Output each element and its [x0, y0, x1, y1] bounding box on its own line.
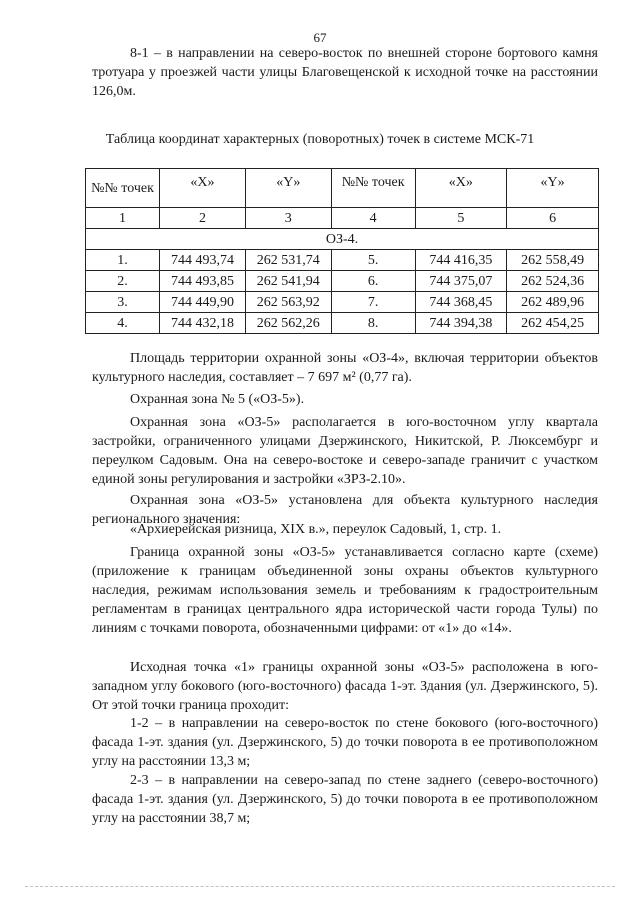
table-cell: 5. — [331, 250, 415, 271]
table-cell: 262 562,26 — [245, 313, 331, 334]
table-row — [86, 250, 599, 271]
table-cell: 3. — [86, 292, 160, 313]
zone-label-row — [86, 229, 599, 250]
column-number-cell: 4 — [331, 208, 415, 229]
page-number: 67 — [313, 30, 327, 45]
segment-1-2-paragraph: 1-2 – в направлении на северо-восток по стене бокового (юго-восточного) фасада 1-эт. здания (ул. Дзержинского, 5) до точки поворота в ее противоположном углу на расстоянии 13,3 м; — [92, 716, 598, 769]
table-cell: 1. — [86, 250, 160, 271]
table-cell: 7. — [331, 292, 415, 313]
header-cell: «Y» — [507, 169, 599, 208]
table-row — [86, 313, 599, 334]
intro-paragraph: 8-1 – в направлении на северо-восток по внешней стороне бортового камня тротуара у проезжей части улицы Благовещенской к исходной точке на расстоянии 126,0м. — [92, 46, 598, 99]
scan-artifact-line — [25, 886, 615, 888]
header-cell: «Y» — [245, 169, 331, 208]
table-cell: 744 432,18 — [160, 313, 246, 334]
header-cell: №№ точек — [331, 169, 415, 208]
table-cell: 744 449,90 — [160, 292, 246, 313]
table-cell: 262 524,36 — [507, 271, 599, 292]
table-cell: 744 375,07 — [415, 271, 507, 292]
table-cell: 4. — [86, 313, 160, 334]
table-header-row — [86, 169, 599, 208]
column-number-cell: 5 — [415, 208, 507, 229]
header-cell: №№ точек — [86, 169, 160, 208]
zone5-established-paragraph: Охранная зона «ОЗ-5» установлена для объекта культурного наследия регионального значения: — [92, 493, 598, 527]
table-cell: 744 493,74 — [160, 250, 246, 271]
table-cell: 744 368,45 — [415, 292, 507, 313]
table-cell: 6. — [331, 271, 415, 292]
table-cell: 262 541,94 — [245, 271, 331, 292]
boundary-paragraph: Граница охранной зоны «ОЗ-5» устанавливается согласно карте (схеме) (приложение к границам объединенной зоны охраны объектов культурного наследия, режимам использования земель и требованиям к градостроительным регламентам в границах центрального ядра исторической части города Тулы) по линиям с точками поворота, обозначенными цифрами: от «1» до «14». — [92, 545, 598, 636]
header-cell: «X» — [415, 169, 507, 208]
table-cell: 262 454,25 — [507, 313, 599, 334]
table-cell: 744 416,35 — [415, 250, 507, 271]
table-caption: Таблица координат характерных (поворотных) точек в системе МСК-71 — [105, 132, 535, 147]
table-cell: 2. — [86, 271, 160, 292]
start-point-paragraph: Исходная точка «1» границы охранной зоны «ОЗ-5» расположена в юго-западном углу бокового (юго-восточного) фасада 1-эт. Здания (ул. Дзержинского, 5). От этой точки граница проходит: — [92, 660, 598, 713]
header-cell: «X» — [160, 169, 246, 208]
column-number-cell: 6 — [507, 208, 599, 229]
table-cell: 262 489,96 — [507, 292, 599, 313]
table-cell: 262 531,74 — [245, 250, 331, 271]
zone5-location-paragraph: Охранная зона «ОЗ-5» располагается в юго-восточном углу квартала застройки, ограниченного улицами Дзержинского, Никитской, Р. Люксембург и переулком Садовым. Она на северо-востоке и северо-западе граничит с участком единой зоны регулирования и застройки «ЗРЗ-2.10». — [92, 415, 598, 487]
table-cell: 744 394,38 — [415, 313, 507, 334]
table-row — [86, 271, 599, 292]
zone5-title: Охранная зона № 5 («ОЗ-5»). — [130, 392, 305, 407]
table-cell: 8. — [331, 313, 415, 334]
heritage-object-paragraph: «Архиерейская ризница, XIX в.», переулок Садовый, 1, стр. 1. — [130, 522, 502, 537]
column-number-row — [86, 208, 599, 229]
table-cell: 262 558,49 — [507, 250, 599, 271]
table-row — [86, 292, 599, 313]
table-cell: 262 563,92 — [245, 292, 331, 313]
column-number-cell: 1 — [86, 208, 160, 229]
segment-2-3-paragraph: 2-3 – в направлении на северо-запад по стене заднего (северо-восточного) фасада 1-эт. здания (ул. Дзержинского, 5) до точки поворота в ее противоположном углу на расстоянии 38,7 м; — [92, 773, 598, 826]
table-cell: 744 493,85 — [160, 271, 246, 292]
column-number-cell: 3 — [245, 208, 331, 229]
zone-label-cell: ОЗ-4. — [86, 229, 599, 250]
coordinates-table — [85, 168, 599, 334]
column-number-cell: 2 — [160, 208, 246, 229]
area-paragraph: Площадь территории охранной зоны «ОЗ-4», включая территории объектов культурного наследия, составляет – 7 697 м² (0,77 га). — [92, 351, 598, 385]
